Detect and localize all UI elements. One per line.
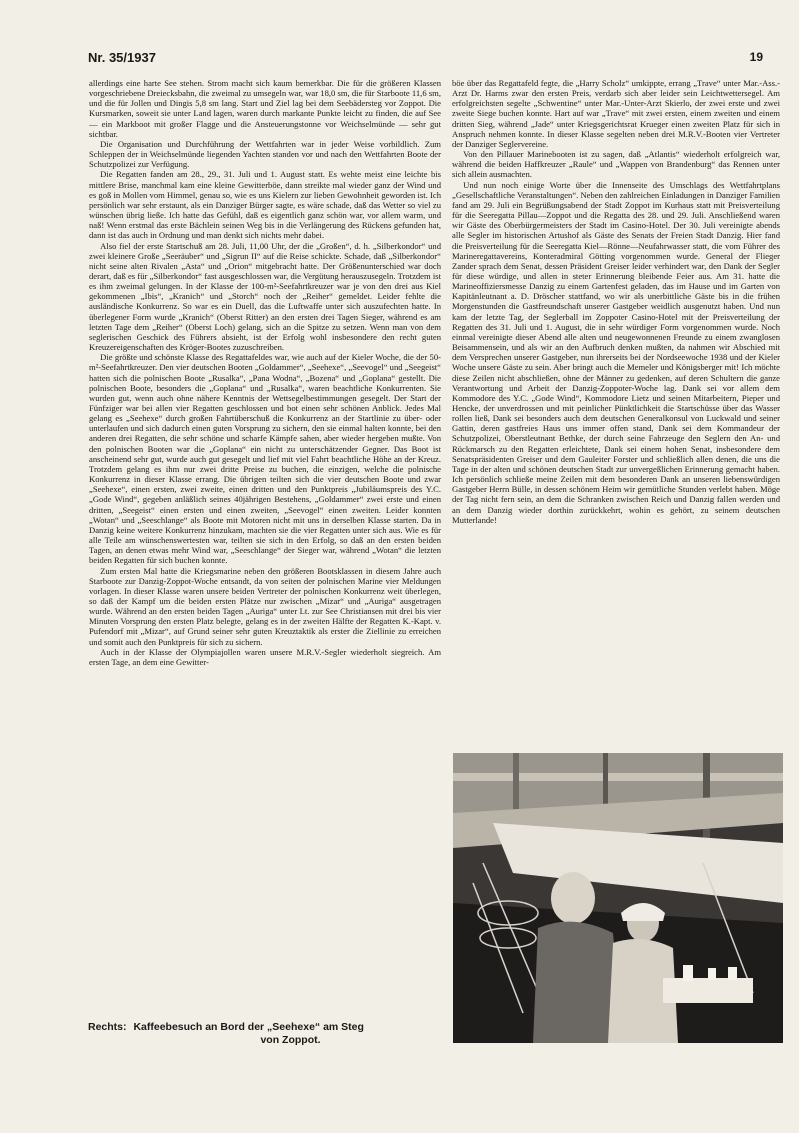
paragraph: Die Regatten fanden am 28., 29., 31. Juli und 1. August statt. Es wehte meist eine leichte bis mittlere Brise, manchmal kam eine kleine Gewitterböe, dann streikte mal wieder ganz der Wind und es goß in Mollen vom Himmel, genau so, wie es uns Kielern zur lieben Gewohnheit geworden ist. Ich persönlich war sehr erstaunt, als ein Danziger Bürger sagte, es wäre schade, daß das Wetter so viel zu wünschen übrig ließe. Ich hatte das Gefühl, daß es eigentlich ganz schön war, vor allem warm, und naß! Wenn erstmal das erste Bächlein seinen Weg bis in die Verlängerung des Rückens gefunden hat, dann ist das auch in Ordnung und man denkt sich nichts mehr dabei. (89, 169, 441, 241)
paragraph: Also fiel der erste Startschuß am 28. Juli, 11,00 Uhr, der die „Großen“, d. h. „Silberkondor“ und zwei kleinere Große „Seeräuber“ und „Sigrun II“ auf die Reise schickte. Schade, daß „Silberkondor“ nicht seine alten Rivalen „Asta“ und „Orion“ mitgebracht hatte. Der Größenunterschied war doch derart, daß es für „Silberkondor“ fast ausgeschlossen war, die Vergütung herauszusegeln. Trotzdem ist es ihm zweimal gelungen. In der Klasse der 100-m²-Seefahrtkreuzer war je von den drei aus Kiel gekommenen „Ibis“, „Kranich“ und „Storch“ noch der „Reiher“ gemeldet. Leider fehlte die ausländische Konkurrenz. So war es ein Duell, das die Luftwaffe unter sich auszufechten hatte. In überlegener Form wurde „Kranich“ (Oberst Ritter) an den ersten drei Tagen Sieger, während es am letzten Tage dem „Reiher“ (Oberst Loch) gelang, sich an die Spitze zu setzen. Wenn man von dem seglerischen Geschick des Führers absieht, ist der Erfolg wohl insbesondere den recht guten Kreuzereigenschaften des Kröger-Bootes zuzuschreiben. (89, 240, 441, 353)
paragraph: Und nun noch einige Worte über die Innenseite des Umschlags des Wettfahrtplans „Gesellschaftliche Veranstaltungen“. Neben den zahlreichen Einladungen in Danziger Familien fand am 29. Juli ein Begrüßungsabend der Stadt Zoppot im Kurhaus statt mit Preisverteilung für die Seeregatta Pillau—Zoppot und die Regatta des 28. und 29. Juli. Anschließend waren wir Gäste des Oberbürgermeisters der Stadt im Casino-Hotel. Der 30. Juli vereinigte abends alle Segler im historischen Artushof als Gäste des Senats der Freien Stadt Danzig. Hier fand die Preisverteilung für die Seeregatta Kiel—Rönne—Neufahrwasser statt, die vom Führer des Marineregattavereins, Konteradmiral Götting vorgenommen wurde. General der Flieger Zander sprach dem Senat, dessen Präsident Greiser leider verhindert war, den Dank der Segler für diese würdige, und allen in steter Erinnerung bleibende Feier aus. Am 31. hatte die Marineoffiziersmesse Danzig zu einem Gartenfest geladen, das im Hause und im Garten von Kapitänleutnant a. D. Dröscher stattfand, wo wir als unerbittliche Gäste bis in die frühen Morgenstunden die Gastfreundschaft unserer Gastgeber weidlich ausgenutzt haben. Und nun kam der letzte Tag, der Seglerball im Zoppoter Casino-Hotel mit der Preisverteilung der Regatten des 31. Juli und 1. August, die in sehr würdiger Form vorgenommen wurde. Noch einmal vereinigte dieser Abend alle alten und neugewonnenen Freunde zu einem zwanglosen Beisammensein, und als wir an den Aufbruch denken mußten, da nahmen wir Abschied mit dem Versprechen unserer Gastgeber, nun ihrerseits bei der Nordseewoche 1938 und der Kieler Woche unsere Gäste zu sein. Aber bringt auch die Memeler und Königsberger mit! Ich möchte diese Zeilen nicht abschließen, ohne der Männer zu gedenken, auf deren Schultern die ganze Verantwortung und Arbeit der Danzig-Zoppoter-Woche lag. Dank sei vor allem dem Kommodore des Y.C. „Gode Wind“, Kommodore Lietz und seinen Mitarbeitern, Pieper und Hencke, der unverdrossen und mit peinlicher Pünktlichkeit die Startschüsse über das Wasser rollen ließ, Dank sei besonders auch dem deutschen Generalkonsul von Luckwald und seiner Gattin, deren gastfreies Haus uns immer offen stand, Dank sei dem Kommandeur der Schutzpolizei, Oberstleutnant Bethke, der durch seine Fahrzeuge den Seglern den An- und Rückmarsch zu den Regatten erleichtete, Dank sei einem hohen Senat, insbesondere dem Senatspräsidenten Greiser und dem Gauleiter Forster und schließlich allen denen, die uns die Tage in der alten und schönen deutschen Stadt zur unvergeßlichen Erinnerung gemacht haben. Ich persönlich schließe meine Zeilen mit dem besonderen Dank an unseren liebenswürdigen Gastgeber Herrn Bülle, in dessen schönem Heim wir gemütliche Stunden verlebt haben. Möge der Tag nicht fern sein, an dem die Schranken zwischen Reich und Danzig fallen werden und an dem Danzig wieder dorthin zurückkehrt, wohin es gehört, zu seinem deutschen Mutterlande! (452, 179, 780, 525)
caption-text-line1: Kaffeebesuch an Bord der „Seehexe“ am Steg (133, 1021, 364, 1033)
photo-illustration (453, 753, 783, 1043)
paragraph: Die größte und schönste Klasse des Regattafeldes war, wie auch auf der Kieler Woche, die der 50-m²-Seefahrtkreuzer. Den vier deutschen Booten „Goldammer“, „Seehexe“, „Seevogel“ und „Seegeist“ hatten sich die polnischen Boote „Rusalka“, „Pana Wodna“, „Bozena“ und „Goplana“ gestellt. Die polnischen Boote, besonders die „Goplana“ und „Rusalka“, waren beachtliche Konkurrenten. Sie wurden gut, wenn auch ohne nähere Kenntnis der Wettsegelbestimmungen gesegelt. Der Start der Fünfziger war bei allen vier Regatten geschlossen und bot einen sehr schönen Anblick. Jedes Mal gelang es „Seehexe“ durch großen Fahrtüberschuß die Konkurrenz an der Startlinie zu über- oder unterlaufen und sich dadurch einen guten Vorsprung zu sichern, den sie einmal halten konnte, bei den anderen drei Regatten, die sehr schöne und scharfe Kämpfe sahen, aber wieder hergeben mußte. Von den polnischen Booten war die „Goplana“ ein nicht zu unterschätzender Gegner. Das Boot ist anscheinend sehr gut, wurde auch gut gesegelt und lief mit viel Fahrt beachtliche Höhe an der Kreuz. Trotzdem gelang es ihm nur zwei dritte Preise zu buchen, die einzigen, welche die polnische Konkurrenz in dieser Klasse errang. Die übrigen teilten sich die vier deutschen Boote und zwar „Seehexe“, einen ersten, zwei zweite, einen dritten und den Punktpreis „Jubiläumspreis des Y.C. „Gode Wind“, gegeben anläßlich seines 40jährigen Bestehens, „Goldammer“ zwei erste und einen dritten, „Seegeist“ einen ersten und einen zweiten, „Seevogel“ einen zweiten. Leider konnten „Wotan“ und „Seeschlange“ als Boote mit Motoren nicht mit uns in derselben Klasse starten. Da in Danzig keine weitere Konkurrenz hinzukam, machten sie die vier Regatten unter sich aus. Wie es für alle Teile am wünschenswertesten war, teilten sie sich in den Erfolg, so daß an den ersten beiden Tagen, an denen etwas mehr Wind war, „Seeschlange“ der Sieger war, während „Wotan“ die letzten beiden Regatten für sich buchen konnte. (89, 352, 441, 566)
paragraph: Die Organisation und Durchführung der Wettfahrten war in jeder Weise vorbildlich. Zum Schleppen der in Weichselmünde liegenden Yachten standen vor und nach den Wettfahrten Boote der Schutzpolizei zur Verfügung. (89, 138, 441, 170)
photo-caption (88, 1021, 433, 1047)
page-number: 19 (749, 50, 763, 64)
page-header (88, 50, 763, 68)
caption-text-line2: von Zoppot. (260, 1034, 321, 1046)
left-text-column (89, 78, 441, 996)
paragraph: Von den Pillauer Marinebooten ist zu sagen, daß „Atlantis“ wiederholt erfolgreich war, während die beiden Haffkreuzer „Raule“ und „Wappen von Brandenburg“ das Rennen unter sich allein ausmachten. (452, 149, 780, 180)
paragraph: böe über das Regattafeld fegte, die „Harry Scholz“ umkippte, errang „Trave“ unter Mar.-Ass.-Arzt Dr. Harms zwar den ersten Preis, verdarb sich aber leider sein Leichtwettersegel. Am erfolgreichsten segelte „Schwentine“ unter Mar.-Unter-Arzt Skierlo, der zwei erste und zwei zweite Siege buchen konnte. Hart auf war „Trave“ mit zwei ersten, einem zweiten und einem dritten Sieg, während „Jade“ unter Kriegsgerichtsrat Krueger einen zweiten Platz für sich in Anspruch nehmen konnte. In dieser Klasse segelten neben drei M.R.V.-Booten vier Vertreter der Danziger Seglervereine. (452, 78, 780, 149)
paragraph: Zum ersten Mal hatte die Kriegsmarine neben den größeren Bootsklassen in diesem Jahre auch Starboote zur Danzig-Zoppot-Woche entsandt, da von seiten der polnischen Marine vier Meldungen vorlagen. In dieser Klasse waren unsere beiden Vertreter der polnischen Konkurrenz weit überlegen, so daß der Kampf um die beiden ersten Plätze nur zwischen „Mizar“ und „Auriga“ ausgetragen wurde. Während an den ersten beiden Tagen „Auriga“ unter Lt. zur See Christiansen mit drei bis vier Minuten Vorsprung den ersten Platz belegte, gelang es in der zweiten Hälfte der Regatten K.-Kapt. v. Pufendorf mit „Mizar“, auf Grund seiner sehr guten Kreuztaktik als erster die Ziellinie zu erreichen und somit auch den Punktpreis für sich zu sichern. (89, 565, 441, 647)
boat-photo (453, 753, 783, 1043)
right-text-column (452, 78, 780, 760)
issue-number: Nr. 35/1937 (88, 50, 156, 65)
paragraph: allerdings eine harte See stehen. Strom macht sich kaum bemerkbar. Die für die größeren Klassen vorgeschriebene Dreiecksbahn, die zweimal zu umsegeln war, war 18,0 sm, die für Starboote 11,6 sm, und die für Jollen und Dingis 5,8 sm lang. Start und Ziel lag bei dem Seebädersteg vor Zoppot. Die Kursmarken, soweit sie unter Land lagen, waren durch markante Punkte leicht zu finden, die auf See — ein Markboot mit großer Flagge und die Ansteuerungstonne vor Weichselmünde — sehr gut sichtbar. (89, 78, 441, 139)
caption-label: Rechts: (88, 1021, 127, 1033)
paragraph: Auch in der Klasse der Olympiajollen waren unsere M.R.V.-Segler wiederholt siegreich. Am ersten Tage, an dem eine Gewitter- (89, 646, 441, 667)
